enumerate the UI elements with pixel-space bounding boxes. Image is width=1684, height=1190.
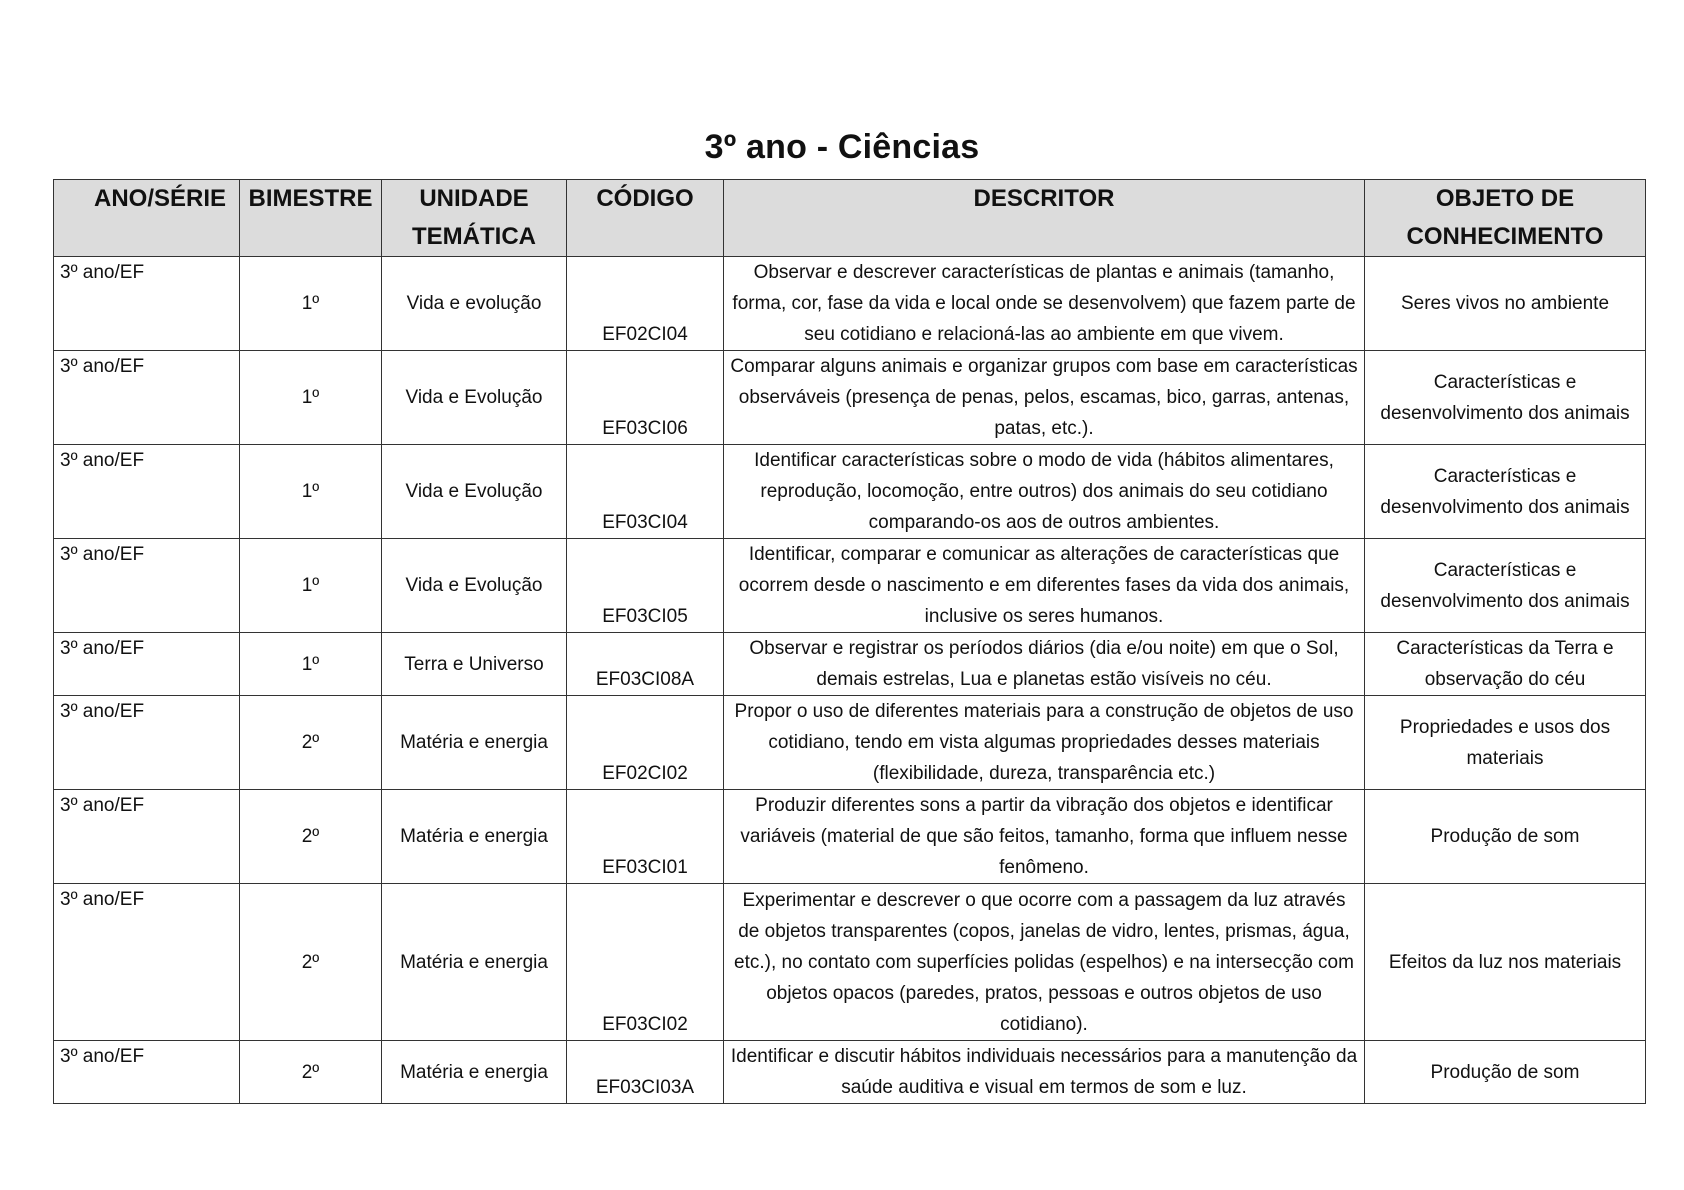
cell-ano: 3º ano/EF: [54, 790, 240, 884]
table-row: [54, 257, 1646, 351]
table-row: [54, 539, 1646, 633]
cell-codigo: EF03CI06: [567, 351, 724, 445]
cell-unidade: Matéria e energia: [382, 1041, 567, 1104]
cell-codigo: EF03CI02: [567, 884, 724, 1041]
cell-ano: 3º ano/EF: [54, 539, 240, 633]
cell-codigo: EF02CI04: [567, 257, 724, 351]
cell-ano: 3º ano/EF: [54, 257, 240, 351]
cell-bimestre: 2º: [240, 696, 382, 790]
table-row: [54, 1041, 1646, 1104]
table-header-row: [54, 180, 1646, 257]
page-title: 3º ano - Ciências: [704, 128, 980, 166]
cell-bimestre: 1º: [240, 539, 382, 633]
table-row: [54, 696, 1646, 790]
cell-bimestre: 2º: [240, 790, 382, 884]
cell-codigo: EF03CI03A: [567, 1041, 724, 1104]
cell-objeto: Efeitos da luz nos materiais: [1365, 884, 1646, 1041]
cell-descritor: Produzir diferentes sons a partir da vibração dos objetos e identificar variáveis (material de que são feitos, tamanho, forma que influem nesse fenômeno.: [724, 790, 1365, 884]
cell-unidade: Vida e Evolução: [382, 445, 567, 539]
cell-bimestre: 2º: [240, 1041, 382, 1104]
cell-ano: 3º ano/EF: [54, 351, 240, 445]
cell-unidade: Vida e Evolução: [382, 351, 567, 445]
cell-codigo: EF03CI08A: [567, 633, 724, 696]
cell-descritor: Observar e registrar os períodos diários (dia e/ou noite) em que o Sol, demais estrelas, Lua e planetas estão visíveis no céu.: [724, 633, 1365, 696]
header-descritor: DESCRITOR: [724, 180, 1365, 257]
cell-objeto: Características e desenvolvimento dos animais: [1365, 445, 1646, 539]
cell-ano: 3º ano/EF: [54, 1041, 240, 1104]
cell-descritor: Observar e descrever características de plantas e animais (tamanho, forma, cor, fase da vida e local onde se desenvolvem) que fazem parte de seu cotidiano e relacioná-las ao ambiente em que vivem.: [724, 257, 1365, 351]
cell-unidade: Terra e Universo: [382, 633, 567, 696]
cell-objeto: Características e desenvolvimento dos animais: [1365, 539, 1646, 633]
table-row: [54, 445, 1646, 539]
cell-ano: 3º ano/EF: [54, 696, 240, 790]
curriculum-table: [53, 179, 1646, 1104]
cell-bimestre: 2º: [240, 884, 382, 1041]
cell-codigo: EF03CI01: [567, 790, 724, 884]
header-objeto-conhecimento: OBJETO DE CONHECIMENTO: [1365, 180, 1646, 257]
table-row: [54, 790, 1646, 884]
cell-unidade: Matéria e energia: [382, 696, 567, 790]
cell-ano: 3º ano/EF: [54, 884, 240, 1041]
cell-descritor: Propor o uso de diferentes materiais para a construção de objetos de uso cotidiano, tendo em vista algumas propriedades desses materiais (flexibilidade, dureza, transparência etc.): [724, 696, 1365, 790]
table-row: [54, 351, 1646, 445]
cell-ano: 3º ano/EF: [54, 633, 240, 696]
cell-unidade: Matéria e energia: [382, 790, 567, 884]
cell-bimestre: 1º: [240, 257, 382, 351]
cell-unidade: Matéria e energia: [382, 884, 567, 1041]
header-bimestre: BIMESTRE: [240, 180, 382, 257]
header-unidade-tematica: UNIDADE TEMÁTICA: [382, 180, 567, 257]
cell-bimestre: 1º: [240, 445, 382, 539]
table-row: [54, 884, 1646, 1041]
cell-bimestre: 1º: [240, 633, 382, 696]
cell-objeto: Propriedades e usos dos materiais: [1365, 696, 1646, 790]
header-ano-serie: ANO/SÉRIE: [54, 180, 240, 257]
cell-objeto: Seres vivos no ambiente: [1365, 257, 1646, 351]
cell-descritor: Comparar alguns animais e organizar grupos com base em características observáveis (presença de penas, pelos, escamas, bico, garras, antenas, patas, etc.).: [724, 351, 1365, 445]
cell-objeto: Características da Terra e observação do céu: [1365, 633, 1646, 696]
cell-bimestre: 1º: [240, 351, 382, 445]
cell-descritor: Identificar características sobre o modo de vida (hábitos alimentares, reprodução, locomoção, entre outros) dos animais do seu cotidiano comparando-os aos de outros ambientes.: [724, 445, 1365, 539]
cell-codigo: EF03CI04: [567, 445, 724, 539]
cell-codigo: EF03CI05: [567, 539, 724, 633]
cell-unidade: Vida e Evolução: [382, 539, 567, 633]
cell-unidade: Vida e evolução: [382, 257, 567, 351]
table-row: [54, 633, 1646, 696]
cell-descritor: Identificar e discutir hábitos individuais necessários para a manutenção da saúde auditiva e visual em termos de som e luz.: [724, 1041, 1365, 1104]
header-codigo: CÓDIGO: [567, 180, 724, 257]
cell-descritor: Identificar, comparar e comunicar as alterações de características que ocorrem desde o nascimento e em diferentes fases da vida dos animais, inclusive os seres humanos.: [724, 539, 1365, 633]
cell-descritor: Experimentar e descrever o que ocorre com a passagem da luz através de objetos transparentes (copos, janelas de vidro, lentes, prismas, água, etc.), no contato com superfícies polidas (espelhos) e na intersecção com objetos opacos (paredes, pratos, pessoas e outros objetos de uso cotidiano).: [724, 884, 1365, 1041]
cell-objeto: Produção de som: [1365, 790, 1646, 884]
cell-objeto: Características e desenvolvimento dos animais: [1365, 351, 1646, 445]
cell-ano: 3º ano/EF: [54, 445, 240, 539]
cell-objeto: Produção de som: [1365, 1041, 1646, 1104]
cell-codigo: EF02CI02: [567, 696, 724, 790]
